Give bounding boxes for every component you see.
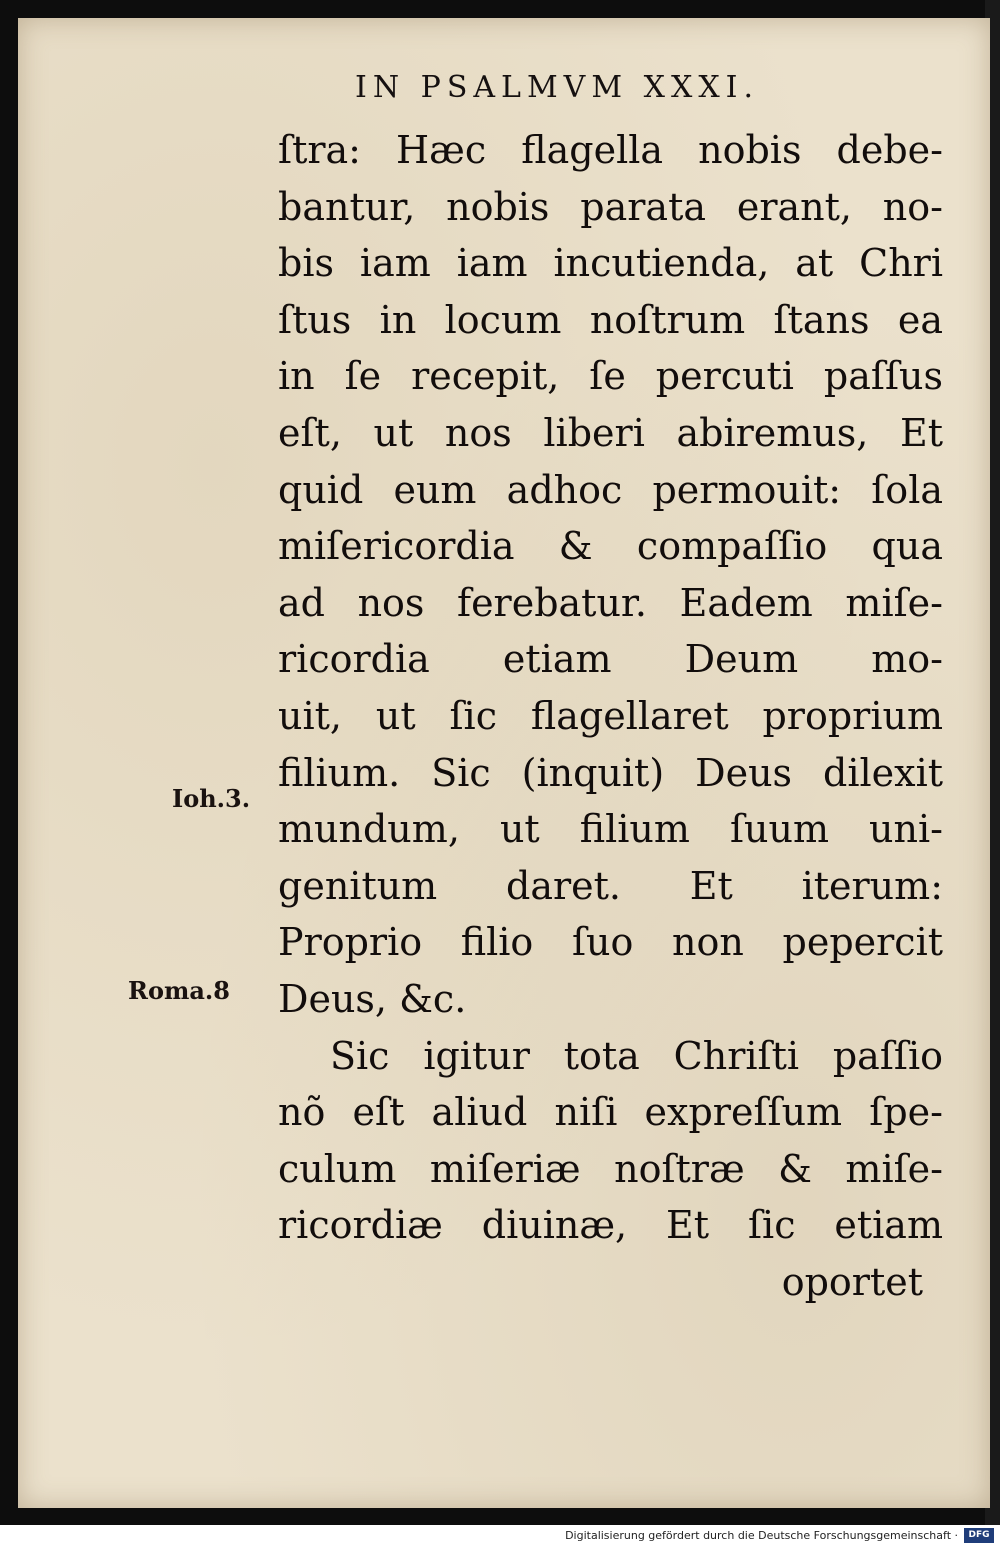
text-line: culum miſeriæ noſtræ & miſe- — [278, 1146, 943, 1191]
text-line: ſtra: Hæc flagella nobis debe- — [278, 128, 943, 172]
text-line: genitum daret. Et iterum: — [278, 863, 943, 908]
text-line: quid eum adhoc permouit: ſola — [278, 467, 943, 512]
catchword: oportet — [781, 1259, 923, 1304]
text-line-paragraph-start: Sic igitur tota Chriſti paſſio — [330, 1033, 943, 1078]
funding-credit: Digitalisierung gefördert durch die Deutsche Forschungsgemeinschaft · — [565, 1529, 958, 1542]
text-line: uit, ut ſic flagellaret proprium — [278, 693, 943, 738]
text-line: Deus, &c. — [278, 976, 467, 1021]
text-line: mundum, ut filium ſuum uni- — [278, 807, 943, 852]
running-head: IN PSALMVM XXXI. — [355, 70, 760, 105]
text-line: ad nos ferebatur. Eadem miſe- — [278, 580, 943, 625]
marginal-note-roma: Roma.8 — [128, 976, 230, 1005]
dfg-logo: DFG — [964, 1528, 994, 1543]
footer-bar — [0, 1525, 1000, 1548]
text-line: nõ eſt aliud niſi expreſſum ſpe- — [278, 1090, 943, 1135]
body-text — [278, 122, 943, 1310]
text-line: eſt, ut nos liberi abiremus, Et — [278, 410, 943, 455]
text-line: filium. Sic (inquit) Deus dilexit — [278, 750, 943, 795]
text-line: ricordia etiam Deum mo- — [278, 637, 943, 682]
text-line: bantur, nobis parata erant, no- — [278, 184, 943, 229]
text-line: bis iam iam incutienda, at Chri — [278, 241, 943, 286]
text-line: miſericordia & compaſſio qua — [278, 524, 943, 569]
text-line: in ſe recepit, ſe percuti paſſus — [278, 354, 943, 399]
text-line: Proprio filio ſuo non pepercit — [278, 920, 943, 965]
text-line: ſtus in locum noſtrum ſtans ea — [278, 297, 943, 342]
marginal-note-ioh: Ioh.3. — [172, 784, 251, 813]
text-line: ricordiæ diuinæ, Et ſic etiam — [278, 1203, 943, 1248]
